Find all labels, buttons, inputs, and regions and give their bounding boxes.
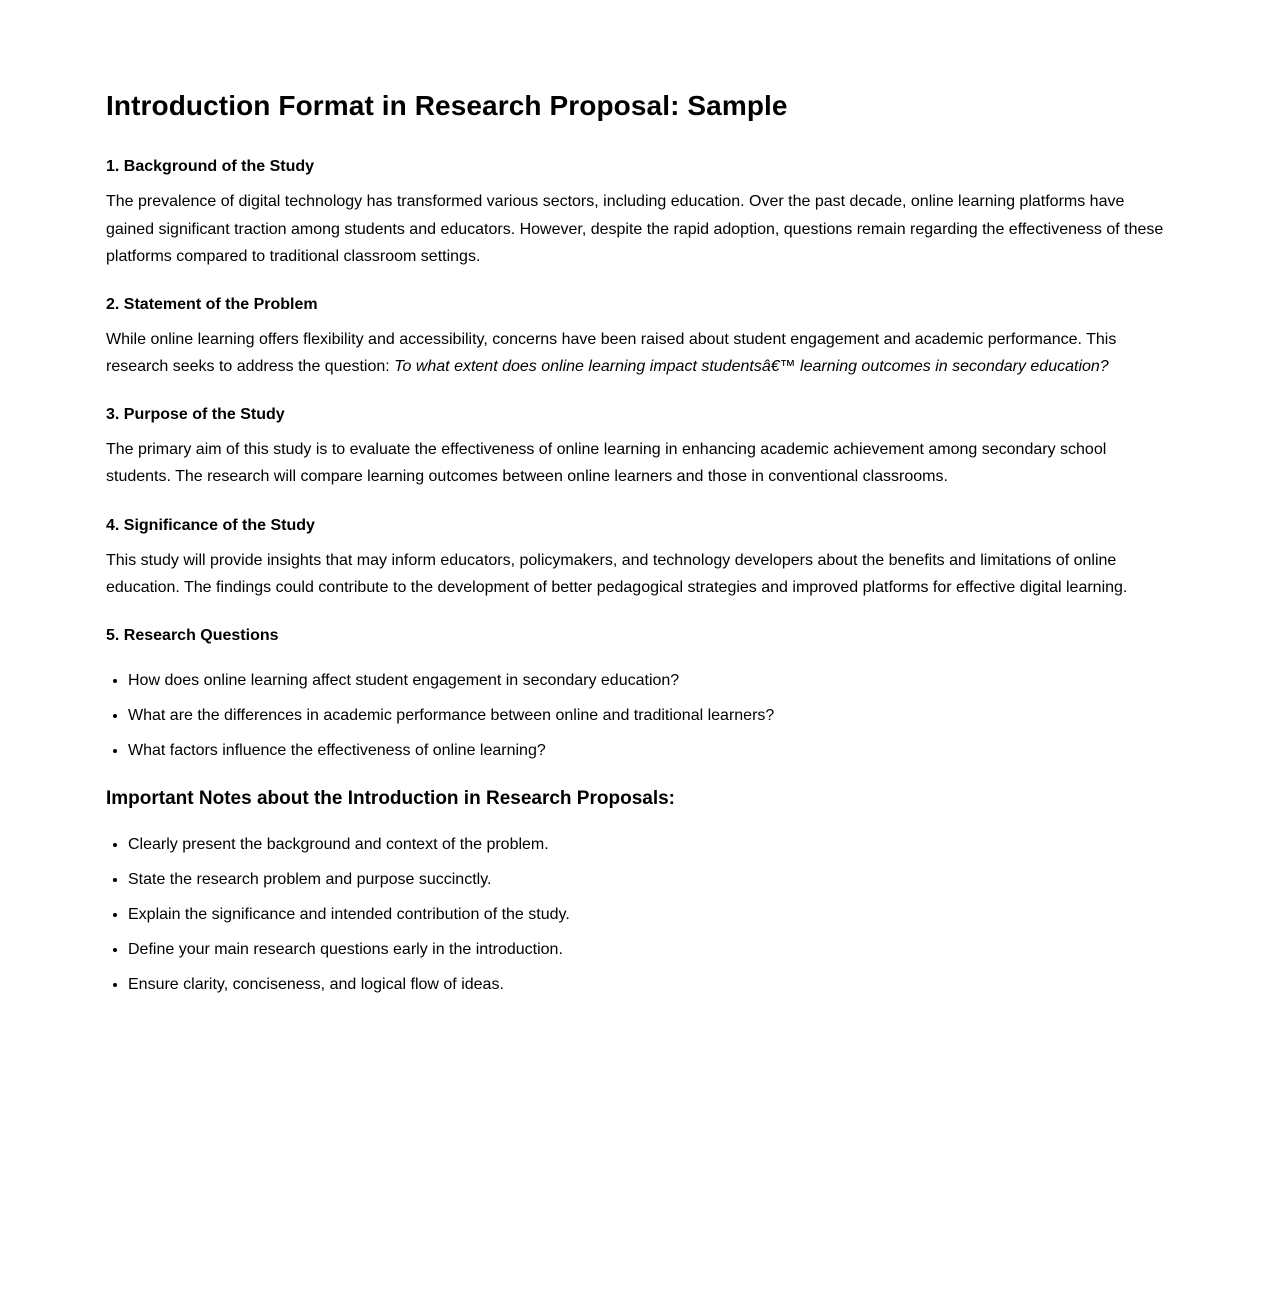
list-item: • Clearly present the background and context of the problem. xyxy=(128,835,1170,855)
section-heading-purpose: 3. Purpose of the Study xyxy=(106,405,285,423)
section-text-problem xyxy=(106,326,1170,381)
section-heading-background: 1. Background of the Study xyxy=(106,158,315,175)
research-questions-list xyxy=(106,671,1170,761)
list-item: • What are the differences in academic performance between online and traditional learners? xyxy=(128,706,1170,726)
section-text-purpose: The primary aim of this study is to evaluate the effectiveness of online learning in enhancing academic achievement among secondary school students. The research will compare learning outcomes between online learners and those in conventional classrooms. xyxy=(106,440,1107,485)
list-item: • Ensure clarity, conciseness, and logical flow of ideas. xyxy=(128,975,1170,995)
list-item: • Define your main research questions early in the introduction. xyxy=(128,940,1170,960)
section-text-significance: This study will provide insights that may inform educators, policymakers, and technology developers about the benefits and limitations of online education. The findings could contribute to the development of better pedagogical strategies and improved platforms for effective digital learning. xyxy=(106,551,1128,596)
list-item: • Explain the significance and intended contribution of the study. xyxy=(128,905,1170,925)
list-item: • State the research problem and purpose succinctly. xyxy=(128,870,1170,890)
section-heading-problem: 2. Statement of the Problem xyxy=(106,295,318,313)
notes-heading: Important Notes about the Introduction in Research Proposals: xyxy=(106,787,675,809)
section-heading-research-questions: 5. Research Questions xyxy=(106,626,279,644)
section-heading-significance: 4. Significance of the Study xyxy=(106,516,315,534)
section-text-background: The prevalence of digital technology has transformed various sectors, including education. Over the past decade, online learning platforms have gained significant traction among students and educators. However, despite the rapid adoption, questions remain regarding the effectiveness of these platforms compared to traditional classroom settings. xyxy=(106,193,1164,265)
research-question-emphasis: To what extent does online learning impact studentsâ€™ learning outcomes in secondary education? xyxy=(394,358,1109,375)
problem-text: While online learning offers flexibility and accessibility, concerns have been raised about student engagement and academic performance. This research seeks to address the question: xyxy=(106,330,1117,375)
notes-list xyxy=(106,835,1170,995)
list-item: • How does online learning affect student engagement in secondary education? xyxy=(128,671,1170,691)
page-title: Introduction Format in Research Proposal: Sample xyxy=(106,90,788,121)
list-item: • What factors influence the effectiveness of online learning? xyxy=(128,741,1170,761)
